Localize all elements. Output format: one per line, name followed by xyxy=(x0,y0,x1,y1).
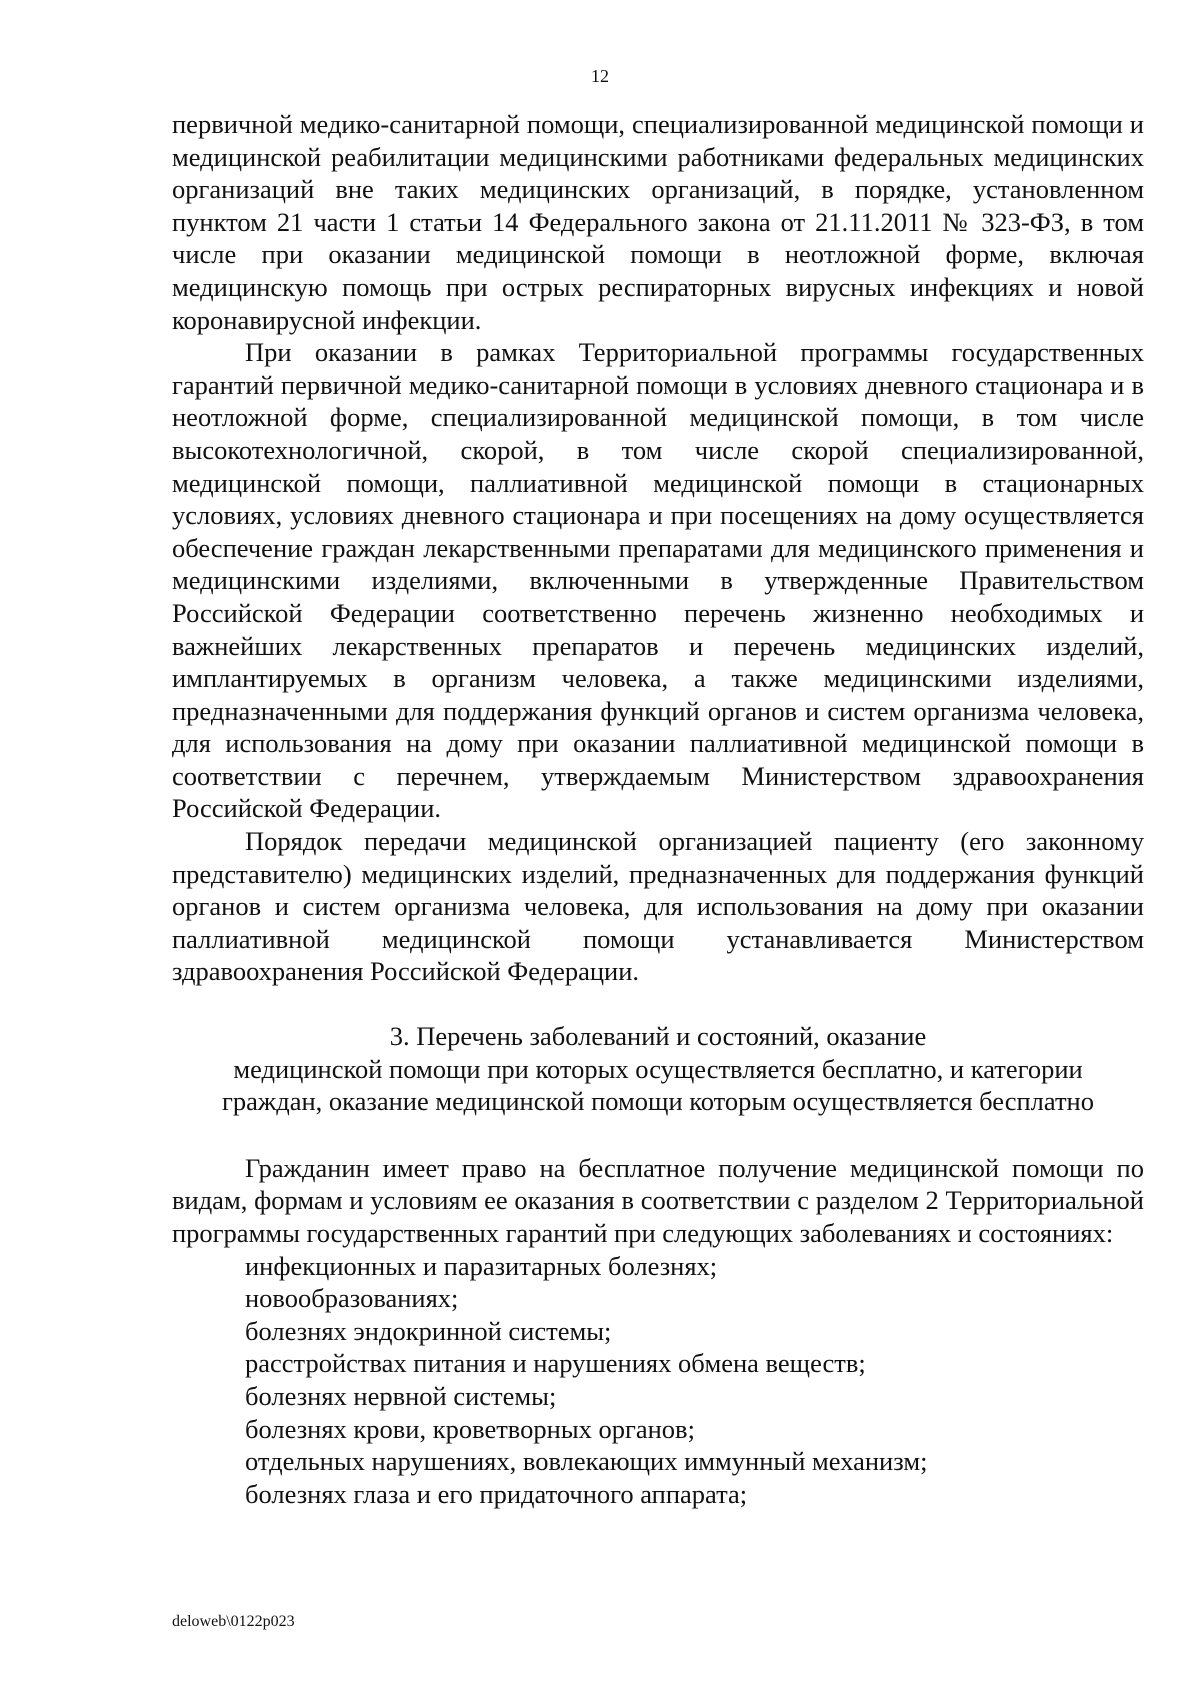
conditions-list xyxy=(172,1250,1144,1511)
list-item: расстройствах питания и нарушениях обмена веществ; xyxy=(245,1348,866,1379)
list-item: болезнях нервной системы; xyxy=(245,1380,557,1411)
list-item: болезнях глаза и его придаточного аппарата; xyxy=(245,1478,748,1509)
paragraph-drugs-provision: При оказании в рамках Территориальной программы государственных гарантий первичной медико-санитарной помощи в условиях дневного стационара и в неотложной форме, специализированной медицинской помощи, в том числе высокотехнологичной, скорой, в том числе скорой специализированной, медицинской помощи, паллиативной медицинской помощи в стационарных условиях, условиях дневного стационара и при посещениях на дому осуществляется обеспечение граждан лекарственными препаратами для медицинского применения и медицинскими изделиями, включенными в утвержденные Правительством Российской Федерации соответственно перечень жизненно необходимых и важнейших лекарственных препаратов и перечень медицинских изделий, имплантируемых в организм человека, а также медицинскими изделиями, предназначенными для поддержания функций органов и систем организма человека, для использования на дому при оказании паллиативной медицинской помощи в соответствии с перечнем, утверждаемым Министерством здравоохранения Российской Федерации. xyxy=(172,337,1144,824)
section-heading xyxy=(172,1020,1144,1118)
list-item: болезнях крови, кроветворных органов; xyxy=(245,1413,695,1444)
section-heading-line-1: 3. Перечень заболеваний и состояний, оказание xyxy=(389,1021,927,1052)
paragraph-section-intro: Гражданин имеет право на бесплатное получение медицинской помощи по видам, формам и условиям ее оказания в соответствии с разделом 2 Территориальной программы государственных гарантий при следующих заболеваниях и состояниях: xyxy=(172,1152,1144,1248)
section-heading-line-3: граждан, оказание медицинской помощи которым осуществляется бесплатно xyxy=(222,1086,1094,1117)
list-item: отдельных нарушениях, вовлекающих иммунный механизм; xyxy=(245,1446,928,1477)
paragraph-transfer-order: Порядок передачи медицинской организацией пациенту (его законному представителю) медицинских изделий, предназначенных для поддержания функций органов и систем организма человека, для использования на дому при оказании паллиативной медицинской помощи устанавливается Министерством здравоохранения Российской Федерации. xyxy=(172,826,1144,987)
list-item: новообразованиях; xyxy=(245,1283,459,1314)
list-item: инфекционных и паразитарных болезнях; xyxy=(245,1250,718,1281)
list-item: болезнях эндокринной системы; xyxy=(245,1315,612,1346)
document-body xyxy=(172,108,1144,1510)
page-number: 12 xyxy=(591,66,609,86)
section-heading-line-2: медицинской помощи при которых осуществляется бесплатно, и категории xyxy=(233,1053,1083,1084)
footer-document-code: deloweb\0122p023 xyxy=(172,1613,295,1630)
paragraph-continuation: первичной медико-санитарной помощи, специализированной медицинской помощи и медицинской реабилитации медицинскими работниками федеральных медицинских организаций вне таких медицинских организаций, в порядке, установленном пунктом 21 части 1 статьи 14 Федерального закона от 21.11.2011 № 323-ФЗ, в том числе при оказании медицинской помощи в неотложной форме, включая медицинскую помощь при острых респираторных вирусных инфекциях и новой коронавирусной инфекции. xyxy=(172,109,1144,335)
